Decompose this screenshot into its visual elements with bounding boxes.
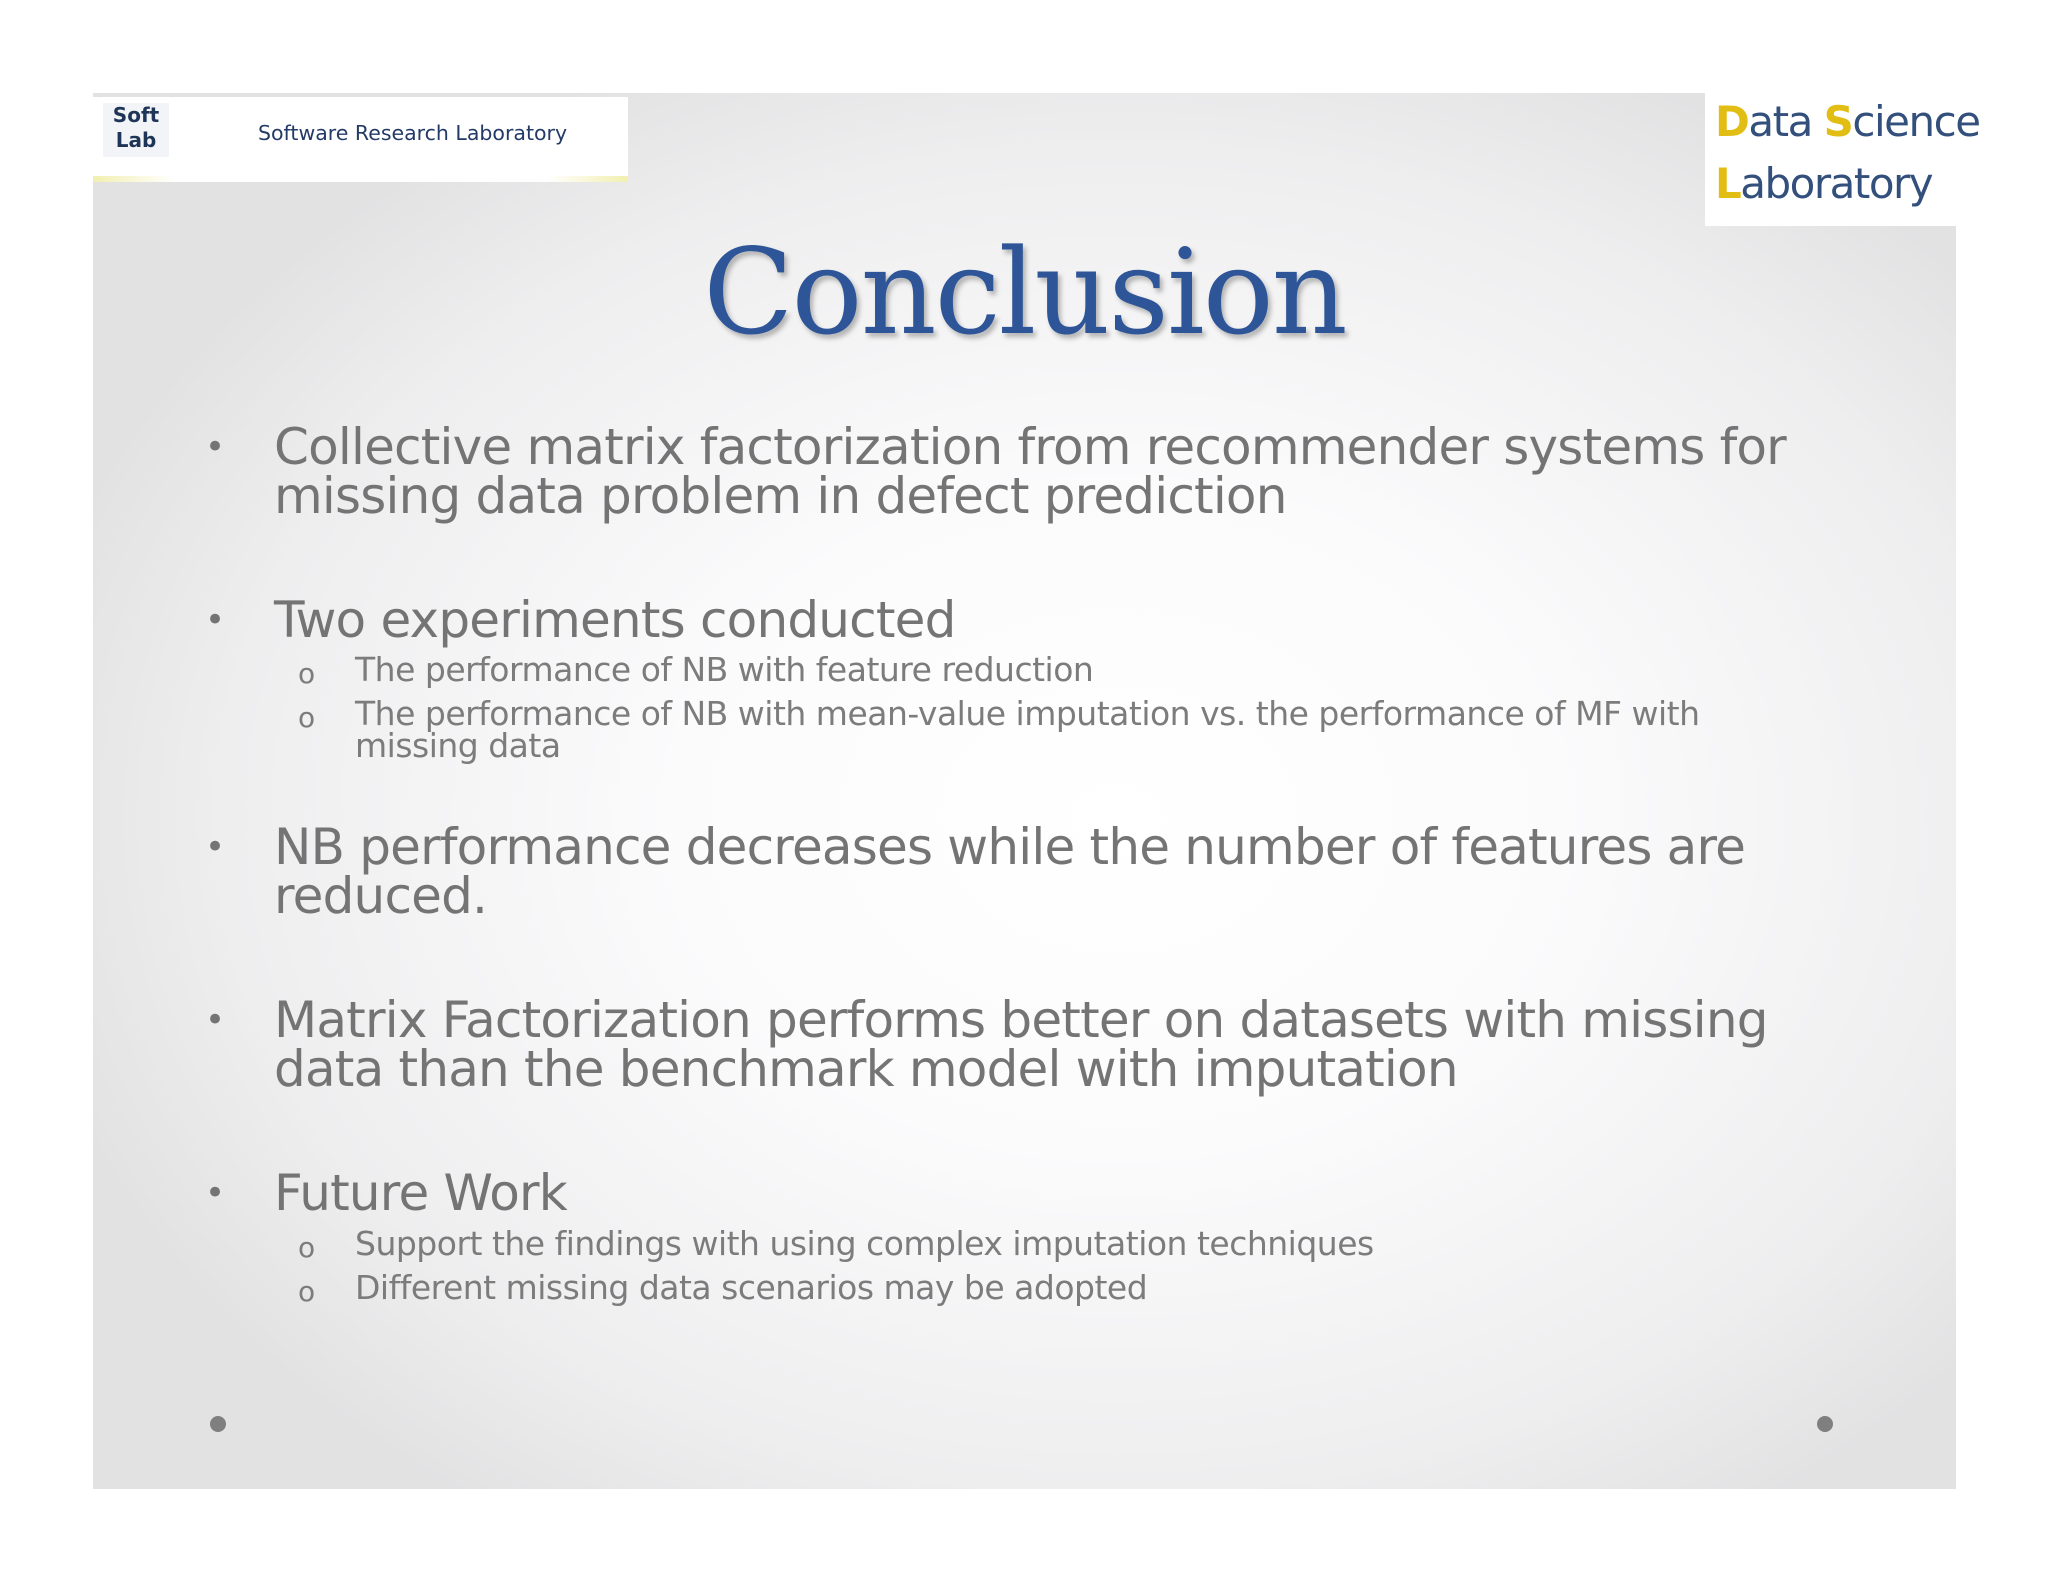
dsl-line2: Laboratory: [1715, 159, 1933, 208]
bullet-text: Collective matrix factorization from recommender systems for missing data problem in defect prediction: [274, 418, 1786, 525]
data-science-lab-logo: [1705, 93, 1980, 226]
bullet-dot: •: [205, 427, 225, 467]
dsl-line1: Data Science: [1715, 97, 1980, 146]
bullet-dot: •: [205, 600, 225, 640]
softlab-logo: [93, 97, 628, 179]
softlab-badge: [103, 103, 169, 157]
softlab-name: Software Research Laboratory: [258, 121, 568, 145]
corner-dot-left: [210, 1416, 226, 1432]
bullet-dot: •: [205, 1173, 225, 1213]
bullet-text: Two experiments conducted: [274, 591, 956, 649]
sub-item-text: The performance of NB with mean-value imputation vs. the performance of MF with missing data: [355, 694, 1700, 765]
softlab-badge-line2: Lab: [115, 128, 157, 152]
softlab-underline: [93, 176, 628, 182]
bullet-dot: •: [205, 827, 225, 867]
bullet-text: NB performance decreases while the number of features are reduced.: [274, 818, 1746, 925]
corner-dot-right: [1817, 1416, 1833, 1432]
sub-bullet-glyph: o: [298, 657, 315, 690]
sub-bullet-glyph: o: [298, 1231, 315, 1264]
slide-title: Conclusion: [703, 223, 1346, 361]
bullet-text: Future Work: [274, 1164, 567, 1222]
sub-bullet-glyph: o: [298, 701, 315, 734]
slide: [93, 93, 1980, 1489]
sub-item-text: Different missing data scenarios may be adopted: [355, 1268, 1148, 1307]
bullet-dot: •: [205, 1000, 225, 1040]
sub-item-text: Support the findings with using complex imputation techniques: [355, 1224, 1374, 1263]
sub-item-text: The performance of NB with feature reduction: [355, 650, 1094, 689]
sub-bullet-glyph: o: [298, 1275, 315, 1308]
bullet-text: Matrix Factorization performs better on datasets with missing data than the benchmark model with imputation: [274, 991, 1768, 1098]
softlab-badge-line1: Soft: [112, 103, 160, 127]
